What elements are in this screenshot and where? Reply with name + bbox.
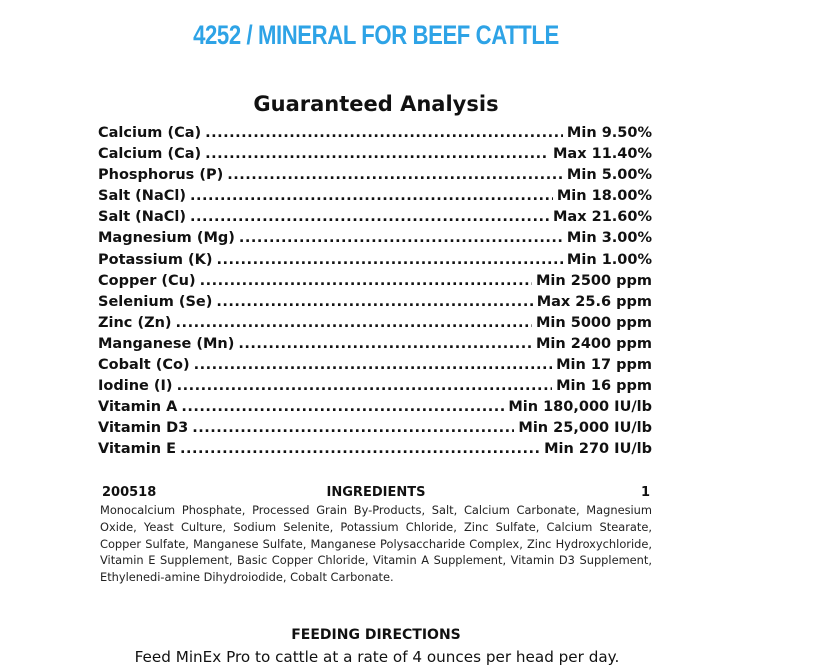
product-code: 200518 [102, 485, 157, 500]
analysis-row [98, 123, 652, 144]
analysis-row [98, 334, 652, 355]
page-number: 1 [640, 485, 650, 500]
analysis-row [98, 397, 652, 418]
nutrient-name: Iodine (I) [98, 378, 173, 395]
analysis-row [98, 271, 652, 292]
nutrient-value: Min 3.00% [566, 230, 652, 247]
dot-leader [205, 144, 549, 165]
analysis-row [98, 355, 652, 376]
dot-leader [194, 355, 553, 376]
dot-leader [200, 271, 532, 292]
nutrient-name: Selenium (Se) [98, 293, 213, 310]
nutrient-value: Min 9.50% [566, 125, 652, 141]
dot-leader [238, 334, 532, 355]
nutrient-name: Manganese (Mn) [98, 335, 235, 352]
nutrient-value: Min 180,000 IU/lb [508, 399, 652, 416]
dot-leader [190, 207, 549, 228]
nutrient-name: Vitamin D3 [98, 420, 189, 437]
ingredients-header [102, 484, 650, 502]
dot-leader [180, 439, 540, 460]
nutrient-value: Max 25.6 ppm [536, 293, 652, 310]
nutrient-name: Phosphorus (P) [98, 167, 224, 184]
nutrient-value: Min 16 ppm [556, 378, 652, 395]
nutrient-value: Max 21.60% [552, 209, 652, 226]
ingredients-heading: INGREDIENTS [326, 485, 426, 500]
nutrient-name: Potassium (K) [98, 251, 213, 268]
nutrient-value: Min 1.00% [566, 251, 652, 268]
dot-leader [227, 165, 563, 186]
nutrient-name: Vitamin E [98, 441, 177, 458]
nutrient-value: Min 25,000 IU/lb [518, 420, 652, 437]
nutrient-value: Max 11.40% [552, 146, 652, 163]
dot-leader [205, 123, 563, 144]
analysis-row [98, 376, 652, 397]
dot-leader [177, 376, 553, 397]
nutrient-name: Salt (NaCl) [98, 209, 186, 226]
analysis-row [98, 418, 652, 439]
nutrient-value: Min 2500 ppm [535, 272, 652, 289]
dot-leader [217, 250, 563, 271]
nutrient-name: Copper (Cu) [98, 272, 196, 289]
nutrient-name: Cobalt (Co) [98, 357, 190, 374]
nutrient-value: Min 18.00% [556, 188, 652, 205]
analysis-row [98, 207, 652, 228]
guaranteed-analysis-heading: Guaranteed Analysis [253, 92, 499, 116]
nutrient-name: Salt (NaCl) [98, 188, 186, 205]
nutrient-value: Min 270 IU/lb [544, 441, 652, 458]
nutrient-value: Min 2400 ppm [535, 335, 652, 352]
nutrient-name: Magnesium (Mg) [98, 230, 235, 247]
feeding-directions-text: Feed MinEx Pro to cattle at a rate of 4 ounces per head per day. [134, 648, 620, 666]
analysis-row [98, 439, 652, 460]
analysis-row [98, 144, 652, 165]
nutrient-name: Calcium (Ca) [98, 125, 202, 141]
analysis-row [98, 228, 652, 249]
dot-leader [192, 418, 514, 439]
nutrient-name: Zinc (Zn) [98, 314, 172, 331]
dot-leader [239, 228, 563, 249]
nutrient-value: Min 5000 ppm [535, 314, 652, 331]
guaranteed-analysis-table [98, 123, 652, 461]
analysis-row [98, 165, 652, 186]
analysis-row [98, 186, 652, 207]
nutrient-value: Min 17 ppm [556, 357, 652, 374]
nutrient-value: Min 5.00% [566, 167, 652, 184]
dot-leader [176, 313, 532, 334]
dot-leader [190, 186, 553, 207]
dot-leader [216, 292, 532, 313]
dot-leader [181, 397, 504, 418]
analysis-row [98, 313, 652, 334]
ingredients-list: Monocalcium Phosphate, Processed Grain By-Products, Salt, Calcium Carbonate, Magnesium Oxide, Yeast Culture, Sodium Selenite, Potassium Chloride, Zinc Sulfate, Calcium Stearate, Copper Sulfate, Manganese Sulfate, Manganese Polysaccharide Complex, Zinc Hydroxychloride, Vitamin E Supplement, Basic Copper Chloride, Vitamin A Supplement, Vitamin D3 Supplement, Ethylenedi-amine Dihydroiodide, Cobalt Carbonate. [100, 503, 652, 585]
analysis-row [98, 292, 652, 313]
nutrient-name: Vitamin A [98, 399, 178, 416]
feeding-directions-heading: FEEDING DIRECTIONS [291, 627, 461, 643]
analysis-row [98, 250, 652, 271]
product-title: 4252 / MINERAL FOR BEEF CATTLE [193, 20, 559, 50]
nutrient-name: Calcium (Ca) [98, 146, 202, 163]
